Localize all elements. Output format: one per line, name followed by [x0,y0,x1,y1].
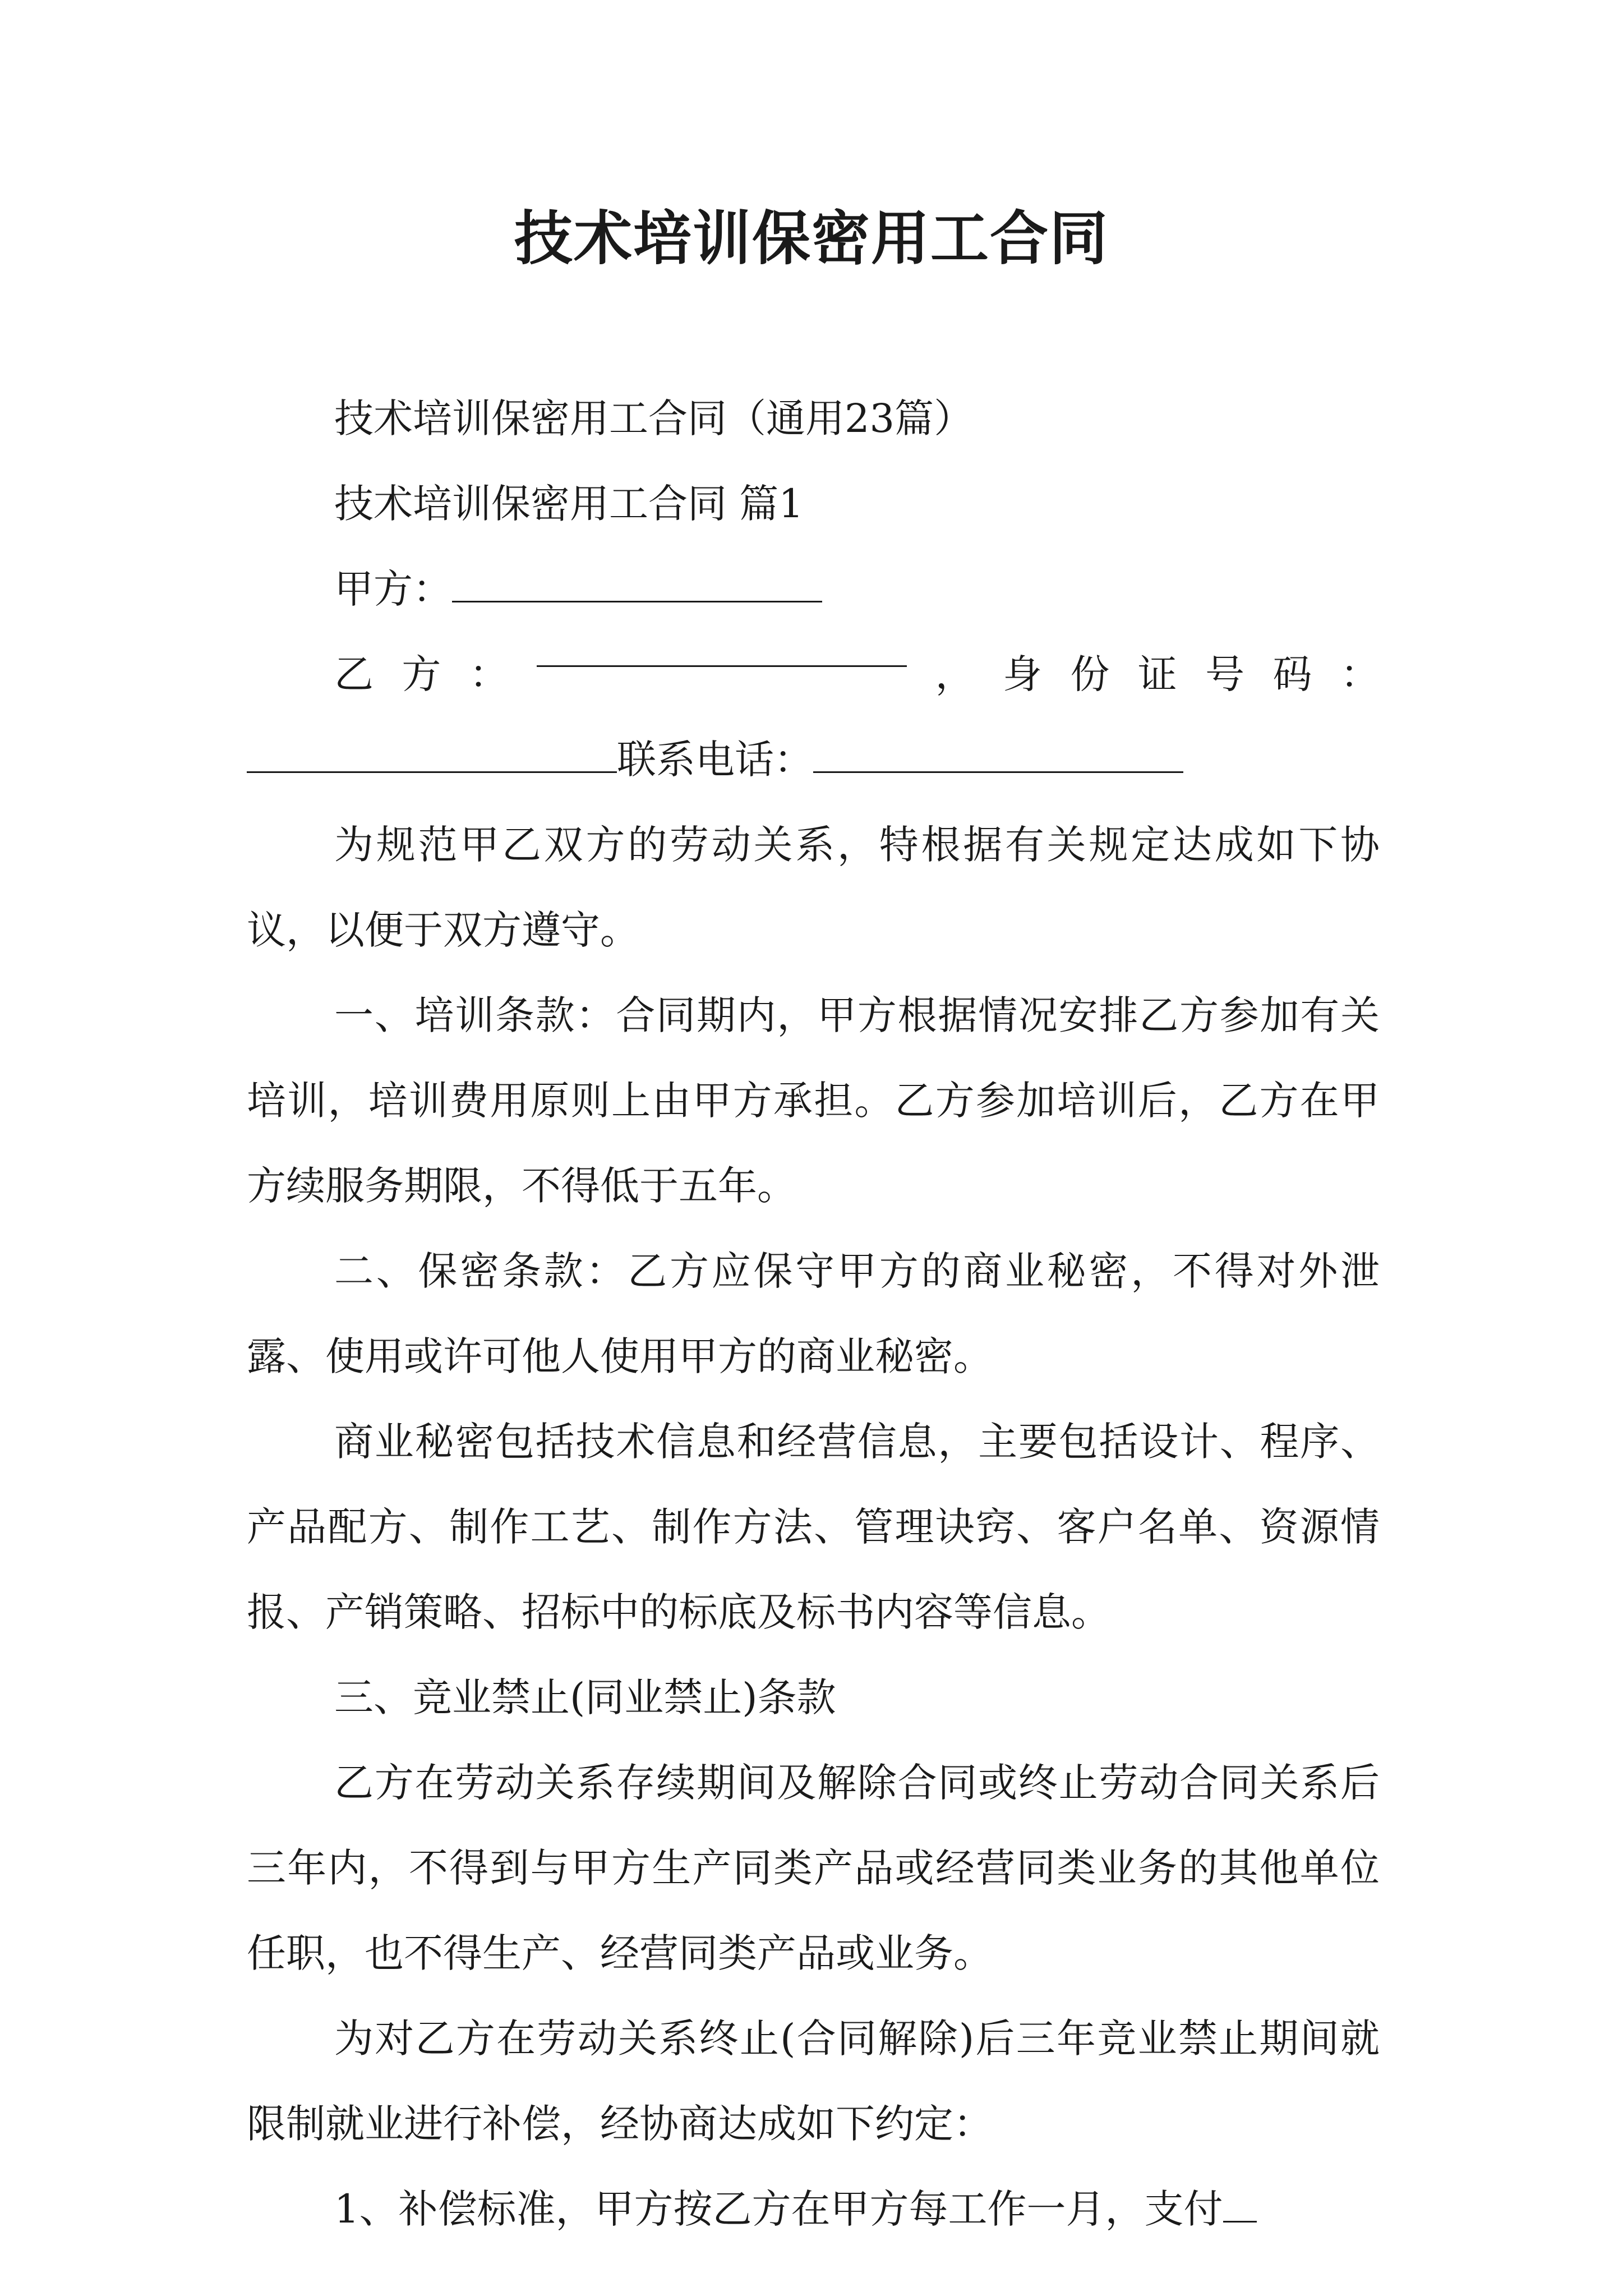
contact-line [247,717,1380,802]
section-heading: 技术培训保密用工合同 篇1 [334,481,804,527]
party-b-char: ： [469,651,509,697]
id-char: ： [1340,651,1380,697]
document-body [247,376,1380,2252]
id-char: 证 [1137,651,1177,697]
id-char: 份 [1070,651,1110,697]
party-a-label: 甲方： [334,566,452,612]
paragraph-clause-2: 二、保密条款：乙方应保守甲方的商业秘密，不得对外泄露、使用或许可他人使用甲方的商业秘密。 [247,1248,1380,1379]
party-a-line [247,546,1380,632]
party-a-blank [452,567,822,602]
paragraph-compensation-intro: 为对乙方在劳动关系终止(合同解除)后三年竞业禁止期间就限制就业进行补偿，经协商达成如下约定： [247,2016,1380,2147]
id-char: 身 [1002,651,1042,697]
paragraph-clause-3: 乙方在劳动关系存续期间及解除合同或终止劳动合同关系后三年内，不得到与甲方生产同类产品或经营同类业务的其他单位任职，也不得生产、经营同类产品或业务。 [247,1760,1380,1976]
clause-3-heading: 三、竞业禁止(同业禁止)条款 [334,1674,836,1720]
paragraph-item-1 [247,2166,1380,2252]
id-char: 码 [1272,651,1312,697]
contact-label: 联系电话： [617,737,813,783]
party-b-line [247,632,1380,717]
item-1-blank [1223,2187,1257,2223]
item-1-text: 1、补偿标准，甲方按乙方在甲方每工作一月，支付 [334,2186,1223,2232]
id-number-blank [247,738,617,773]
paragraph-intro: 为规范甲乙双方的劳动关系，特根据有关规定达成如下协议，以便于双方遵守。 [247,822,1380,953]
party-b-comma: ， [935,651,975,697]
document-subtitle: 技术培训保密用工合同（通用23篇） [334,395,974,441]
party-b-char: 方 [402,651,441,697]
paragraph-clause-1: 一、培训条款：合同期内，甲方根据情况安排乙方参加有关培训，培训费用原则上由甲方承担。乙方参加培训后，乙方在甲方续服务期限，不得低于五年。 [247,992,1380,1209]
document-title: 技术培训保密用工合同 [514,204,1109,273]
contact-blank [813,738,1183,773]
id-char: 号 [1205,651,1245,697]
party-b-char: 乙 [334,651,374,697]
party-b-blank [537,632,907,667]
paragraph-secrets: 商业秘密包括技术信息和经营信息，主要包括设计、程序、产品配方、制作工艺、制作方法、管理诀窍、客户名单、资源情报、产销策略、招标中的标底及标书内容等信息。 [247,1419,1380,1635]
